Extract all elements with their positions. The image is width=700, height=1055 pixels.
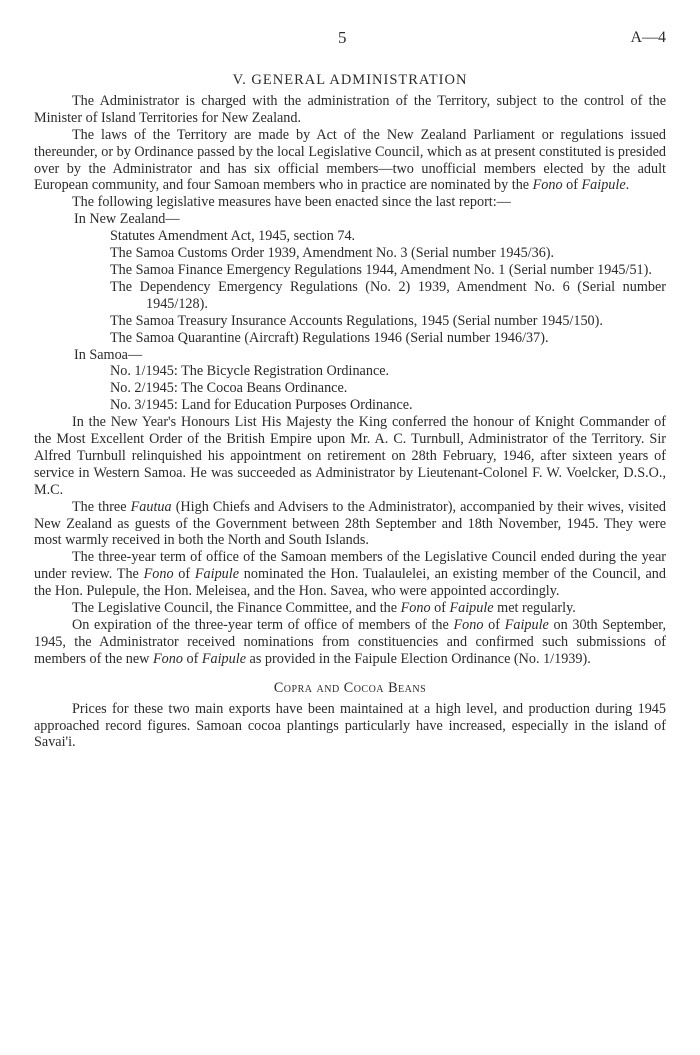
list-item: The Samoa Customs Order 1939, Amendment No. 3 (Serial number 1945/36). — [110, 245, 555, 262]
italic-term: Fono — [532, 177, 563, 194]
italic-term: Fono — [152, 650, 183, 667]
list-item: The Dependency Emergency Regulations (No. 2) 1939, Amendment No. 6 (Serial number 1945/128). — [110, 278, 666, 312]
document-page — [34, 30, 666, 751]
text-run: (High Chiefs and Advisers to the Administrator), accompanied by their wives, visited New Zealand as guests of the Government between 28th September and 18th November, 1945. They were most warmly received in both the North and South Islands. — [34, 498, 666, 549]
list-item: The Samoa Treasury Insurance Accounts Regulations, 1945 (Serial number 1945/150). — [110, 312, 603, 329]
list-item: No. 1/1945: The Bicycle Registration Ordinance. — [110, 363, 390, 380]
text-run: The three — [72, 498, 131, 515]
text-run: of — [483, 617, 505, 633]
text-run: On expiration of the three-year term of office of members of the — [72, 617, 454, 633]
paragraph-administrator: The Administrator is charged with the administration of the Territory, subject to the control of the Minister of Island Territories for New Zealand. — [34, 92, 666, 126]
document-reference: A—4 — [630, 29, 666, 46]
italic-term: Faipule — [194, 566, 240, 583]
italic-term: Faipule — [449, 600, 494, 617]
list-heading-samoa: In Samoa— — [74, 346, 143, 363]
page-header — [34, 30, 666, 52]
section-title: V. GENERAL ADMINISTRATION — [232, 72, 468, 88]
list-heading-new-zealand: In New Zealand— — [74, 211, 180, 228]
list-item: The Samoa Finance Emergency Regulations 1944, Amendment No. 1 (Serial number 1945/51). — [110, 261, 652, 278]
text-run: The Legislative Council, the Finance Committee, and the — [72, 600, 401, 617]
text-run: of — [562, 177, 582, 194]
list-item: No. 3/1945: Land for Education Purposes Ordinance. — [110, 397, 413, 414]
italic-term: Fono — [400, 600, 431, 617]
paragraph-council — [34, 600, 666, 617]
italic-term: Fautua — [130, 498, 172, 515]
text-run: The three-year term of office of the Samoan members of the Legislative Council ended during the year under review. The — [34, 549, 666, 583]
subsection-title: Copra and Cocoa Beans — [273, 679, 427, 696]
paragraph-fautua — [34, 499, 666, 550]
paragraph-honours: In the New Year's Honours List His Majesty the King conferred the honour of Knight Commander of the Most Excellent Order of the British Empire upon Mr. A. C. Turnbull, Administrator of the Territory. Sir Alfred Turnbull relinquished his appointment on retirement on 28th February, 1946, after sixteen years of service in Western Samoa. He was succeeded as Administrator by Lieutenant-Colonel F. W. Voelcker, D.S.O., M.C. — [34, 414, 666, 498]
paragraph-expiration — [34, 617, 666, 668]
text-run: met regularly. — [493, 600, 576, 617]
page-number: 5 — [338, 28, 347, 47]
italic-term: Fono — [453, 617, 484, 633]
text-run: as provided in the Faipule Election Ordinance (No. 1/1939). — [246, 650, 591, 667]
list-item: Statutes Amendment Act, 1945, section 74. — [110, 228, 356, 245]
text-run: . — [625, 177, 630, 194]
list-item: No. 2/1945: The Cocoa Beans Ordinance. — [110, 380, 348, 397]
text-run: nominated the Hon. Tualaulelei, an existing member of the Council, and the Hon. Pulepule, the Hon. Meleisea, and the Hon. Savea, who were appointed accordingly. — [34, 566, 666, 600]
text-run: of — [430, 600, 450, 617]
text-run: of — [173, 566, 195, 583]
italic-term: Faipule — [201, 650, 246, 667]
paragraph-measures-intro: The following legislative measures have been enacted since the last report:— — [72, 194, 511, 211]
italic-term: Fono — [143, 566, 174, 583]
text-run: on 30th September, 1945, the Administrator received nominations from constituencies and confirmed such submissions of members of the new — [34, 617, 666, 667]
italic-term: Faipule — [581, 177, 626, 194]
italic-term: Faipule — [504, 617, 549, 633]
text-run: of — [182, 650, 202, 667]
list-item: The Samoa Quarantine (Aircraft) Regulations 1946 (Serial number 1946/37). — [110, 329, 549, 346]
paragraph-laws — [34, 127, 666, 195]
paragraph-copra: Prices for these two main exports have been maintained at a high level, and production during 1945 approached record figures. Samoan cocoa plantings particularly have increased, especially in the island of Savai'i. — [34, 700, 666, 751]
text-run: The laws of the Territory are made by Act of the New Zealand Parliament or regulations issued thereunder, or by Ordinance passed by the local Legislative Council, which as at present constituted is presided over by the Administrator and has six official members—two unofficial members elected by the adult European community, and four Samoan members who in practice are nominated by the — [34, 126, 666, 194]
paragraph-term-of-office — [34, 549, 666, 600]
